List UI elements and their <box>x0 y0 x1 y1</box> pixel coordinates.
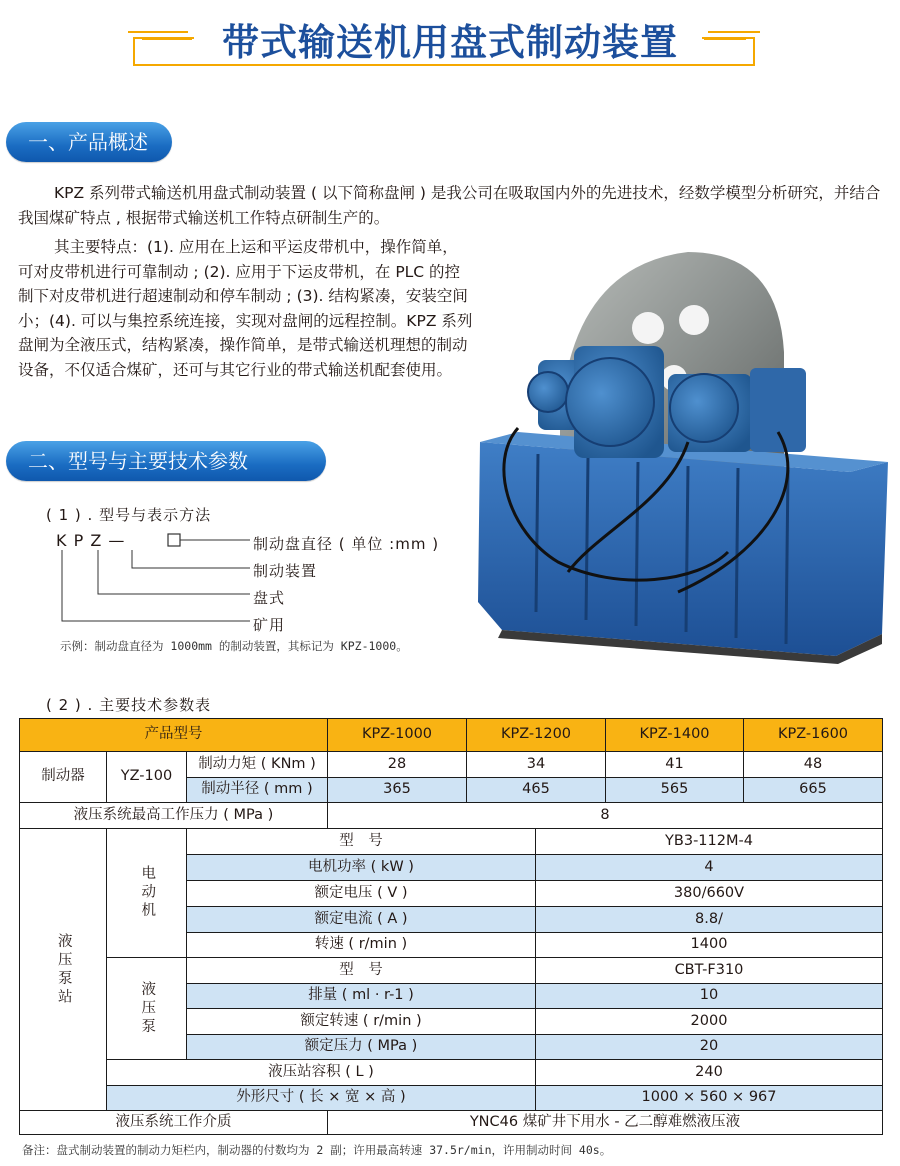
pump-row-value: 10 <box>535 983 883 1009</box>
max-pressure-value: 8 <box>327 802 883 829</box>
scheme-label-mining: 矿用 <box>253 616 286 634</box>
radius-label: 制动半径 ( mm ) <box>186 777 328 803</box>
scheme-example-note: 示例：制动盘直径为 1000mm 的制动装置，其标记为 KPZ-1000。 <box>60 639 408 653</box>
medium-value: YNC46 煤矿井下用水 - 乙二醇难燃液压液 <box>327 1110 883 1135</box>
torque-value: 48 <box>743 751 883 778</box>
overview-paragraph-2: 其主要特点：(1). 应用在上运和平运皮带机中，操作简单，可对皮带机进行可靠制动 ; (2). 应用于下运皮带机，在 PLC 的控制下对皮带机进行超速制动和停车制动 ; (3). 结构紧凑，安装空间小；(4). 可以与集控系统连接，实现对盘闸的远程控制。KPZ 系列盘闸为全液压式，结构紧凑，操作简单，是带式输送机理想的制动设备，不仅适合煤矿，还可与其它行业的带式输送机配套使用。 <box>18 238 473 379</box>
radius-value: 465 <box>466 777 606 803</box>
motor-row-value: 380/660V <box>535 880 883 907</box>
header-product-model: 产品型号 <box>19 718 328 752</box>
motor-row-value: YB3-112M-4 <box>535 828 883 855</box>
section-heading-specs: 二、型号与主要技术参数 <box>6 441 326 481</box>
radius-value: 665 <box>743 777 883 803</box>
header-model-3: KPZ-1400 <box>605 718 744 752</box>
pump-row-label: 型 号 <box>186 957 536 984</box>
model-scheme-title: ( 1 ) . 型号与表示方法 <box>46 506 212 524</box>
max-pressure-label: 液压系统最高工作压力 ( MPa ) <box>19 802 328 829</box>
motor-row-label: 转速 ( r/min ) <box>186 932 536 958</box>
torque-label: 制动力矩 ( KNm ) <box>186 751 328 778</box>
brake-label: 制动器 <box>19 751 107 803</box>
overview-paragraph-1: KPZ 系列带式输送机用盘式制动装置 ( 以下简称盘闸 ) 是我公司在吸取国内外的先进技术，经数学模型分析研究，并结合我国煤矿特点 , 根据带式输送机工作特点研制生产的。 <box>18 184 881 227</box>
station-volume-value: 240 <box>535 1059 883 1086</box>
product-photo <box>478 232 890 664</box>
page-header <box>0 0 900 70</box>
pump-label: 液压泵 <box>106 957 187 1060</box>
pump-row-label: 额定压力 ( MPa ) <box>186 1034 536 1060</box>
footnote: 备注：盘式制动装置的制动力矩栏内，制动器的付数均为 2 副；许用最高转速 37.5r/min，许用制动时间 40s。 <box>22 1143 612 1157</box>
dimensions-label: 外形尺寸 ( 长 × 宽 × 高 ) <box>106 1085 536 1111</box>
radius-value: 365 <box>327 777 467 803</box>
pump-row-label: 排量 ( ml · r-1 ) <box>186 983 536 1009</box>
pump-row-label: 额定转速 ( r/min ) <box>186 1008 536 1035</box>
spec-table <box>19 718 883 1135</box>
pump-row-value: CBT-F310 <box>535 957 883 984</box>
motor-row-value: 8.8/ <box>535 906 883 933</box>
motor-row-label: 电机功率 ( kW ) <box>186 854 536 881</box>
motor-row-label: 型 号 <box>186 828 536 855</box>
torque-value: 28 <box>327 751 467 778</box>
medium-label: 液压系统工作介质 <box>19 1110 328 1135</box>
section-heading-overview: 一、产品概述 <box>6 122 172 162</box>
station-volume-label: 液压站容积 ( L ) <box>106 1059 536 1086</box>
torque-value: 34 <box>466 751 606 778</box>
pump-station-label: 液压泵站 <box>19 828 107 1111</box>
scheme-label-diameter: 制动盘直径 ( 单位 :mm ) <box>253 535 440 553</box>
scheme-label-disc: 盘式 <box>253 589 286 607</box>
motor-row-value: 4 <box>535 854 883 881</box>
title-frame <box>128 28 760 68</box>
radius-value: 565 <box>605 777 744 803</box>
brake-type: YZ-100 <box>106 751 187 803</box>
header-model-1: KPZ-1000 <box>327 718 467 752</box>
motor-row-label: 额定电压 ( V ) <box>186 880 536 907</box>
model-scheme-diagram <box>40 528 260 634</box>
header-model-4: KPZ-1600 <box>743 718 883 752</box>
motor-row-label: 额定电流 ( A ) <box>186 906 536 933</box>
motor-row-value: 1400 <box>535 932 883 958</box>
scheme-label-brake: 制动装置 <box>253 562 318 580</box>
page-title: 带式输送机用盘式制动装置 <box>222 21 678 64</box>
spec-table-title: ( 2 ) . 主要技术参数表 <box>46 696 212 714</box>
motor-label: 电动机 <box>106 828 187 958</box>
pump-row-value: 20 <box>535 1034 883 1060</box>
pump-row-value: 2000 <box>535 1008 883 1035</box>
dimensions-value: 1000 × 560 × 967 <box>535 1085 883 1111</box>
model-code-letters: K P Z — <box>56 531 126 550</box>
header-model-2: KPZ-1200 <box>466 718 606 752</box>
torque-value: 41 <box>605 751 744 778</box>
